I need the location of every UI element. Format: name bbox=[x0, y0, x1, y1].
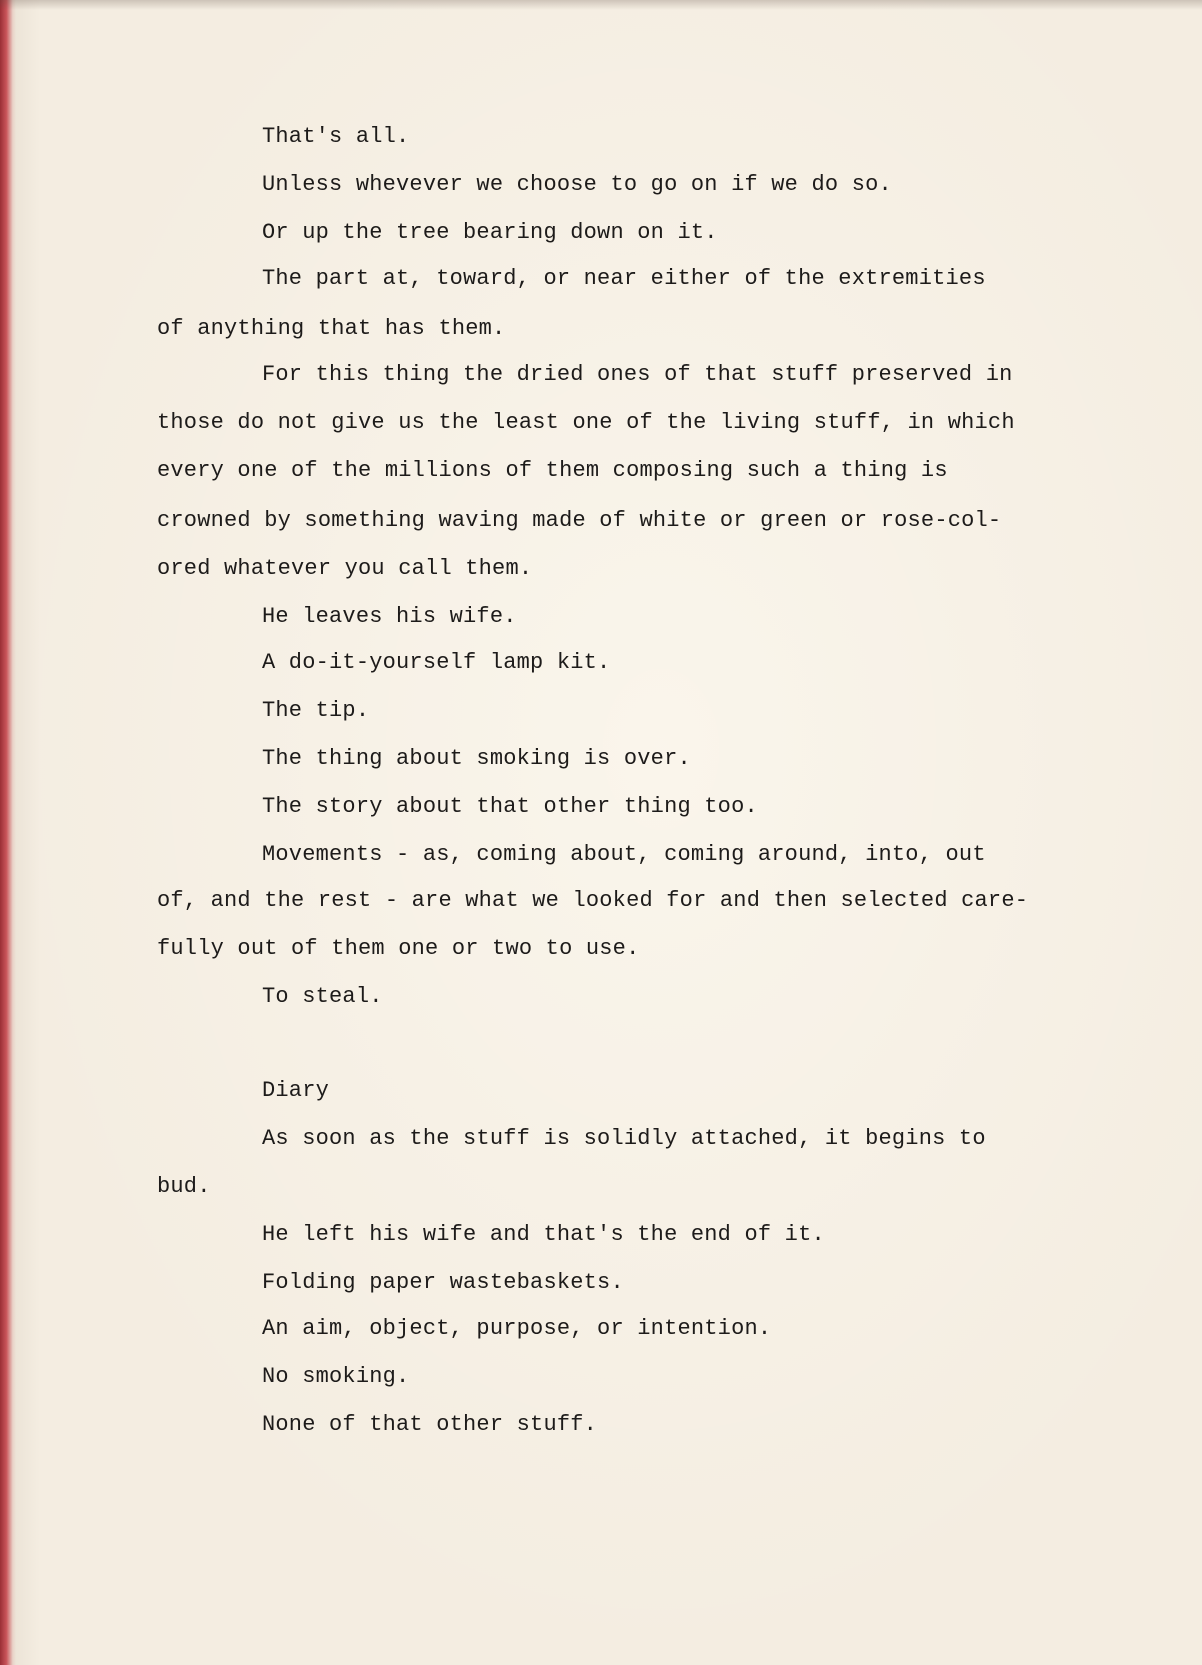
text-line: He leaves his wife. bbox=[262, 604, 517, 629]
text-line: The tip. bbox=[262, 698, 370, 723]
text-line: of anything that has them. bbox=[157, 316, 506, 341]
text-line: Diary bbox=[262, 1078, 330, 1103]
text-line: Or up the tree bearing down on it. bbox=[262, 220, 718, 245]
text-line: To steal. bbox=[262, 984, 383, 1009]
text-line: The part at, toward, or near either of the extremities bbox=[262, 266, 986, 291]
text-line: No smoking. bbox=[262, 1364, 410, 1389]
text-line: As soon as the stuff is solidly attached, it begins to bbox=[262, 1126, 986, 1151]
text-line: He left his wife and that's the end of it. bbox=[262, 1222, 825, 1247]
text-line: That's all. bbox=[262, 124, 410, 149]
text-line: The thing about smoking is over. bbox=[262, 746, 691, 771]
text-line: every one of the millions of them composing such a thing is bbox=[157, 458, 948, 483]
text-line: The story about that other thing too. bbox=[262, 794, 758, 819]
text-line: For this thing the dried ones of that stuff preserved in bbox=[262, 362, 1013, 387]
text-line: An aim, object, purpose, or intention. bbox=[262, 1316, 772, 1341]
text-line: A do-it-yourself lamp kit. bbox=[262, 650, 611, 675]
text-line: of, and the rest - are what we looked for and then selected care- bbox=[157, 888, 1029, 913]
text-line: bud. bbox=[157, 1174, 211, 1199]
text-line: ored whatever you call them. bbox=[157, 556, 533, 581]
text-line: those do not give us the least one of the living stuff, in which bbox=[157, 410, 1015, 435]
text-line: Unless whevever we choose to go on if we do so. bbox=[262, 172, 892, 197]
text-line: Folding paper wastebaskets. bbox=[262, 1270, 624, 1295]
text-line: Movements - as, coming about, coming around, into, out bbox=[262, 842, 986, 867]
text-line: crowned by something waving made of white or green or rose-col- bbox=[157, 508, 1002, 533]
text-line: fully out of them one or two to use. bbox=[157, 936, 640, 961]
text-line: None of that other stuff. bbox=[262, 1412, 598, 1437]
